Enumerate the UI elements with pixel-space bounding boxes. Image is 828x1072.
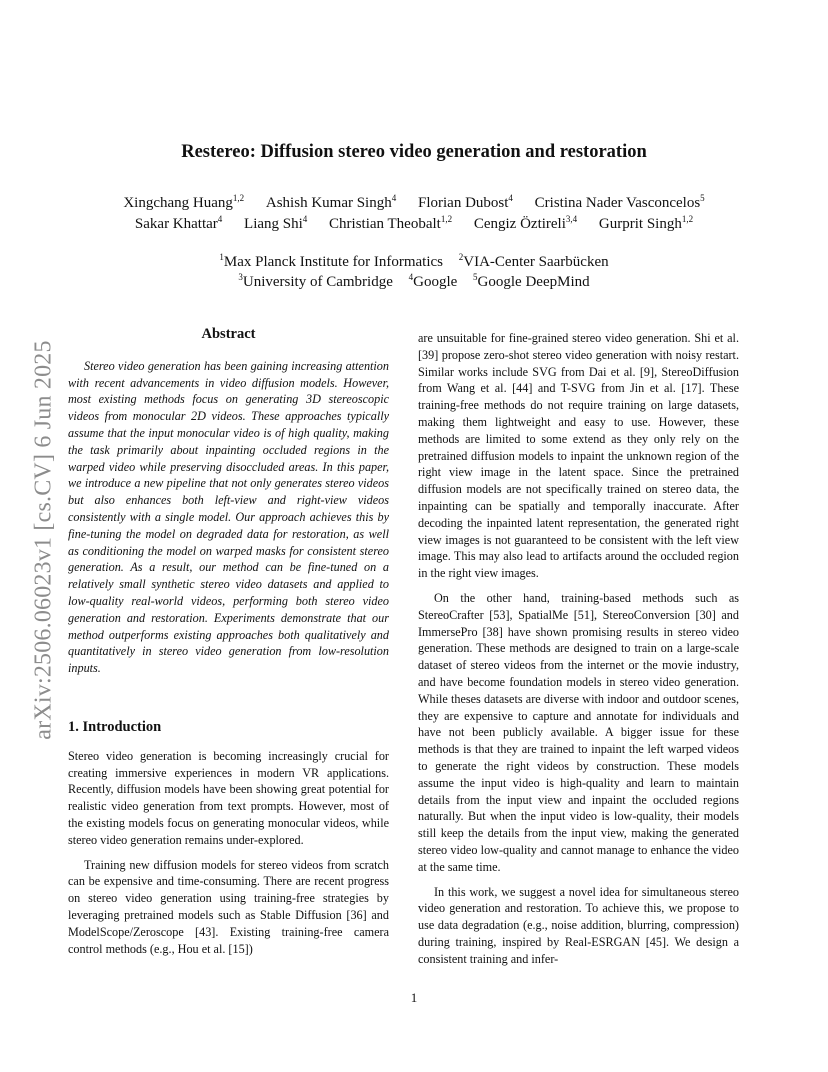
author-name: Sakar Khattar xyxy=(134,216,218,232)
author-affiliation-mark: 4 xyxy=(302,214,308,224)
paper-title: Restereo: Diffusion stereo video generation and restoration xyxy=(181,142,647,162)
author-affiliation-mark: 4 xyxy=(508,193,513,203)
author-name: Cristina Nader Vasconcelos xyxy=(534,195,701,211)
intro-paragraph: Stereo video generation is becoming increasingly crucial for creating immersive experiences in modern VR applications. Recently, diffusion models have been showing great potential for realistic video generation from text prompts. However, most of the existing models focus on generating monocular videos, while stereo video generation remains under-explored. xyxy=(68,748,389,847)
author-name: Christian Theobalt xyxy=(329,216,441,232)
author-list xyxy=(60,193,768,235)
affiliation-mark: 3 xyxy=(238,272,243,282)
author xyxy=(123,193,244,214)
body-paragraph: are unsuitable for fine-grained stereo video generation. Shi et al. [39] propose zero-shot stereo video generation with noisy restart. Similar works include SVG from Dai et al. [9], StereoDiffusion from Wang et al. [44] and T-SVG from Jin et al. [17]. These training-free methods do not require training on large datasets, making them lightweight and easy to use. However, these methods are limited to some extend as they only rely on the pretrained diffusion models to inpaint the unknown region of the right view image in the latent space. Since the pretrained diffusion models are not specifically trained on stereo data, the inpainting can be spatially and temporally inaccurate. After decoding the inpainted latent representation, the generated right view images is not guaranteed to be consistent with the left view image. This may also lead to artifacts around the occluded region in the right view images. xyxy=(418,331,739,581)
affiliation-mark: 1 xyxy=(219,252,224,262)
body-paragraph: On the other hand, training-based methods such as StereoCrafter [53], SpatialMe [51], StereoConversion [30] and ImmersePro [38] have shown promising results in stereo video generation. These methods are designed to train on a large-scale dataset of stereo videos from the internet or the movie industry, and have become foundation models in stereo video generation. While theses datasets are diverse with indoor and outdoor scenes, they are expensive to capture and annotate for individuals and have not been publicly available. A bigger issue for these methods is that they are trained to inpaint the left warped videos to generate the right videos by construction. These models assume the input video is high-quality and learn to maintain details from the input view and inpaint the occluded regions naturally. But when the input video is low-quality, their models still keep the details from the input view, making the generated stereo video low-quality and cannot manage to enhance the video at the same time. xyxy=(418,590,739,874)
affiliation xyxy=(219,252,443,272)
author xyxy=(599,214,693,235)
affiliation-name: Google xyxy=(413,274,458,290)
affiliation xyxy=(473,272,590,292)
section-heading-introduction: 1. Introduction xyxy=(68,718,162,735)
author-affiliation-mark: 4 xyxy=(217,214,223,224)
author-name: Liang Shi xyxy=(244,216,303,232)
abstract-text: Stereo video generation has been gaining increasing attention with recent advancements in video diffusion models. However, most existing methods focus on generating 3D stereoscopic videos from monocular 2D videos. These approaches typically assume that the input monocular video is of high quality, making the task primarily about inpainting occluded regions in the warped video while preserving disoccluded areas. In this paper, we introduce a new pipeline that not only generates stereo videos but also enhances both left-view and right-view videos consistently with a single model. Our approach achieves this by fine-tuning the model on degraded data for restoration, as well as conditioning the model on warped masks for consistent stereo generation. As a result, our method can be fine-tuned on a relatively small synthetic stereo video datasets and applied to low-quality real-world videos, performing both stereo video generation and restoration. Experiments demonstrate that our method outperforms existing approaches both qualitatively and quantitatively in stereo video generation from low-resolution inputs. xyxy=(68,358,389,676)
author-affiliation-mark: 4 xyxy=(391,193,397,203)
author-name: Cengiz Öztireli xyxy=(473,216,566,232)
body-paragraph: In this work, we suggest a novel idea for simultaneous stereo video generation and restoration. To achieve this, we propose to use data degradation (e.g., noise addition, blurring, compression) during training, inspired by Real-ESRGAN [45]. We design a consistent training and infer- xyxy=(418,884,739,966)
affiliation xyxy=(459,252,609,272)
affiliation-name: Google DeepMind xyxy=(477,274,590,290)
author-name: Florian Dubost xyxy=(417,195,509,211)
intro-paragraph: Training new diffusion models for stereo videos from scratch can be expensive and time-consuming. There are recent progress on stereo video generation using training-free strategies by leveraging pretrained models such as Stable Diffusion [36] and ModelScope/Zeroscope [43]. Existing training-free camera control methods (e.g., Hou et al. [15]) xyxy=(68,857,389,956)
arxiv-sidebar-id[interactable]: arXiv:2506.06023v1 [cs.CV] 6 Jun 2025 xyxy=(30,340,57,740)
affiliation-name: University of Cambridge xyxy=(242,274,393,290)
abstract-heading: Abstract xyxy=(201,326,256,342)
affiliation-mark: 4 xyxy=(408,272,414,282)
author-affiliation-mark: 5 xyxy=(700,193,705,203)
affiliation-list xyxy=(60,252,768,292)
author xyxy=(474,214,577,235)
author xyxy=(535,193,705,214)
author xyxy=(135,214,222,235)
author-affiliation-mark: 3,4 xyxy=(565,214,578,224)
affiliation-name: Max Planck Institute for Informatics xyxy=(223,254,443,270)
author-affiliation-mark: 1,2 xyxy=(681,214,694,224)
author-affiliation-mark: 1,2 xyxy=(232,193,245,203)
author-name: Xingchang Huang xyxy=(123,195,233,211)
author xyxy=(329,214,452,235)
affiliation-mark: 5 xyxy=(473,272,478,282)
author xyxy=(244,214,307,235)
affiliation xyxy=(238,272,392,292)
right-column xyxy=(418,330,739,975)
affiliation-mark: 2 xyxy=(458,252,464,262)
author xyxy=(418,193,513,214)
author-affiliation-mark: 1,2 xyxy=(440,214,453,224)
author-name: Ashish Kumar Singh xyxy=(265,195,392,211)
left-column xyxy=(68,326,389,965)
author-name: Gurprit Singh xyxy=(598,216,682,232)
affiliation-name: VIA-Center Saarbücken xyxy=(463,254,609,270)
author xyxy=(266,193,396,214)
page-number: 1 xyxy=(410,990,418,1005)
affiliation xyxy=(409,272,458,292)
